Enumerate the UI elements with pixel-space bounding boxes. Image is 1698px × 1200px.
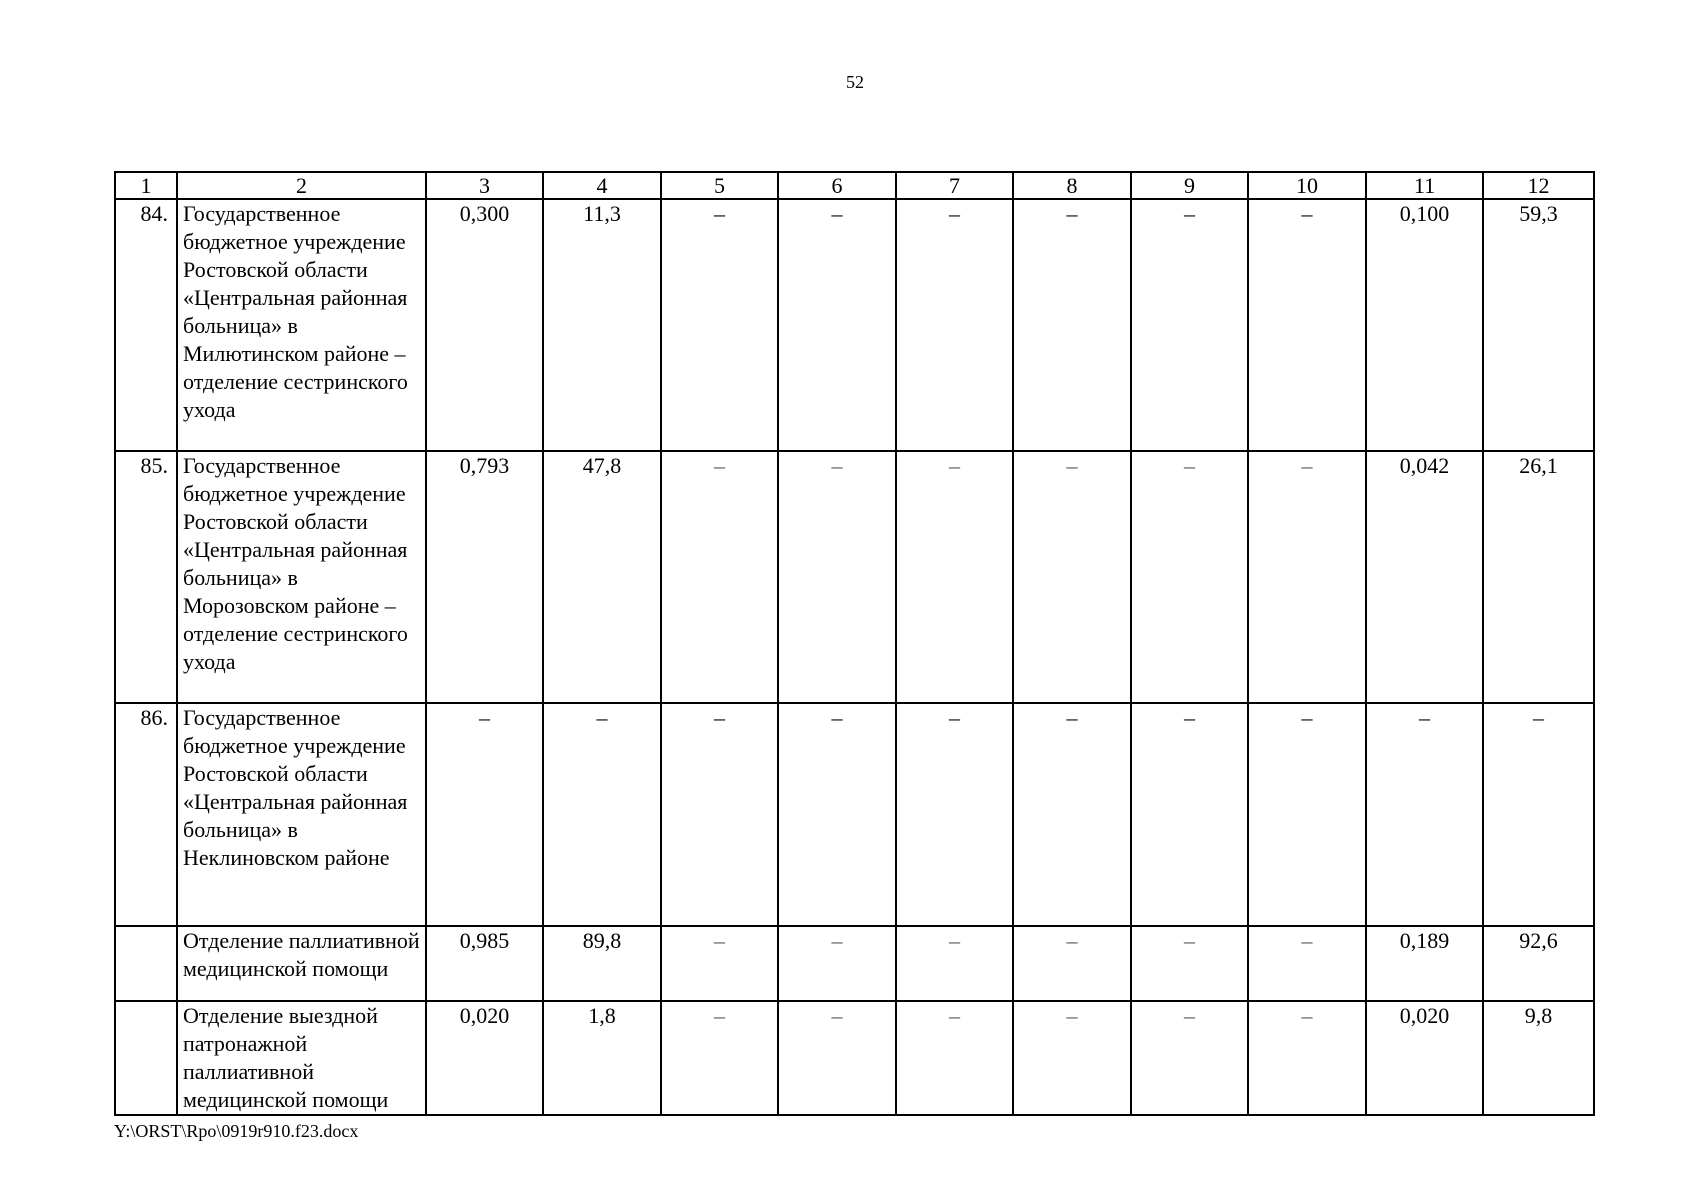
table-cell: 0,985 — [426, 926, 543, 1001]
table-cell: 0,189 — [1366, 926, 1483, 1001]
column-header: 1 — [115, 172, 177, 199]
table-row — [115, 199, 1594, 451]
row-number — [115, 1001, 177, 1115]
table-cell: – — [1013, 199, 1131, 451]
table-cell: – — [778, 926, 896, 1001]
table-cell: – — [661, 451, 778, 703]
table-cell: 26,1 — [1483, 451, 1594, 703]
table-cell: – — [1013, 703, 1131, 926]
table-cell: 47,8 — [543, 451, 661, 703]
table-cell: – — [543, 703, 661, 926]
column-header: 9 — [1131, 172, 1248, 199]
table-cell: – — [1248, 199, 1366, 451]
table-cell: – — [1013, 1001, 1131, 1115]
column-header: 11 — [1366, 172, 1483, 199]
table-cell: – — [896, 926, 1013, 1001]
table-row — [115, 703, 1594, 926]
table-cell: 0,100 — [1366, 199, 1483, 451]
table-cell: 0,020 — [426, 1001, 543, 1115]
table-cell: 0,042 — [1366, 451, 1483, 703]
table-cell: – — [1248, 1001, 1366, 1115]
column-header: 5 — [661, 172, 778, 199]
table-cell: – — [1131, 1001, 1248, 1115]
footer-file-path: Y:\ORST\Rpo\0919r910.f23.docx — [114, 1121, 359, 1141]
table-cell: 0,020 — [1366, 1001, 1483, 1115]
table-cell: 92,6 — [1483, 926, 1594, 1001]
table-cell: – — [1248, 926, 1366, 1001]
column-header: 4 — [543, 172, 661, 199]
column-header: 3 — [426, 172, 543, 199]
table-cell: – — [1131, 926, 1248, 1001]
table-row — [115, 1001, 1594, 1115]
table-cell: 1,8 — [543, 1001, 661, 1115]
row-number: 84. — [115, 199, 177, 451]
table-cell: – — [1483, 703, 1594, 926]
table-cell: – — [1131, 451, 1248, 703]
table-cell: – — [778, 199, 896, 451]
table-cell: – — [896, 1001, 1013, 1115]
table-cell: 59,3 — [1483, 199, 1594, 451]
column-header: 12 — [1483, 172, 1594, 199]
table-cell: – — [778, 703, 896, 926]
table-cell: 9,8 — [1483, 1001, 1594, 1115]
header-row — [115, 172, 1594, 199]
institution-name: Государственное бюджетное учреждение Ростовской области «Центральная районная больница» в Неклиновском районе — [177, 703, 426, 926]
table-cell: – — [896, 199, 1013, 451]
table-cell: – — [1013, 451, 1131, 703]
department-name: Отделение паллиативной медицинской помощи — [177, 926, 426, 1001]
table-cell: 0,793 — [426, 451, 543, 703]
column-header: 8 — [1013, 172, 1131, 199]
table-cell: – — [778, 451, 896, 703]
row-number: 86. — [115, 703, 177, 926]
table-cell: – — [1013, 926, 1131, 1001]
table-cell: – — [661, 926, 778, 1001]
institution-name: Государственное бюджетное учреждение Ростовской области «Центральная районная больница» в Морозовском районе – отделение сестринского ухода — [177, 451, 426, 703]
table-cell: – — [1131, 703, 1248, 926]
row-number — [115, 926, 177, 1001]
table-cell: 11,3 — [543, 199, 661, 451]
table-cell: – — [1248, 451, 1366, 703]
table-cell: – — [896, 703, 1013, 926]
table-cell: 89,8 — [543, 926, 661, 1001]
table-cell: 0,300 — [426, 199, 543, 451]
table-cell: – — [778, 1001, 896, 1115]
table-row — [115, 926, 1594, 1001]
column-header: 7 — [896, 172, 1013, 199]
data-table — [114, 171, 1595, 1116]
table-cell: – — [896, 451, 1013, 703]
table-cell: – — [661, 1001, 778, 1115]
institution-name: Государственное бюджетное учреждение Ростовской области «Центральная районная больница» в Милютинском районе – отделение сестринского ухода — [177, 199, 426, 451]
table-cell: – — [661, 199, 778, 451]
page-number: 52 — [846, 72, 864, 92]
column-header: 10 — [1248, 172, 1366, 199]
table-cell: – — [1366, 703, 1483, 926]
table-cell: – — [426, 703, 543, 926]
row-number: 85. — [115, 451, 177, 703]
department-name: Отделение выездной патронажной паллиативной медицинской помощи — [177, 1001, 426, 1115]
table-cell: – — [661, 703, 778, 926]
table-row — [115, 451, 1594, 703]
table-cell: – — [1248, 703, 1366, 926]
column-header: 6 — [778, 172, 896, 199]
column-header: 2 — [177, 172, 426, 199]
table-cell: – — [1131, 199, 1248, 451]
